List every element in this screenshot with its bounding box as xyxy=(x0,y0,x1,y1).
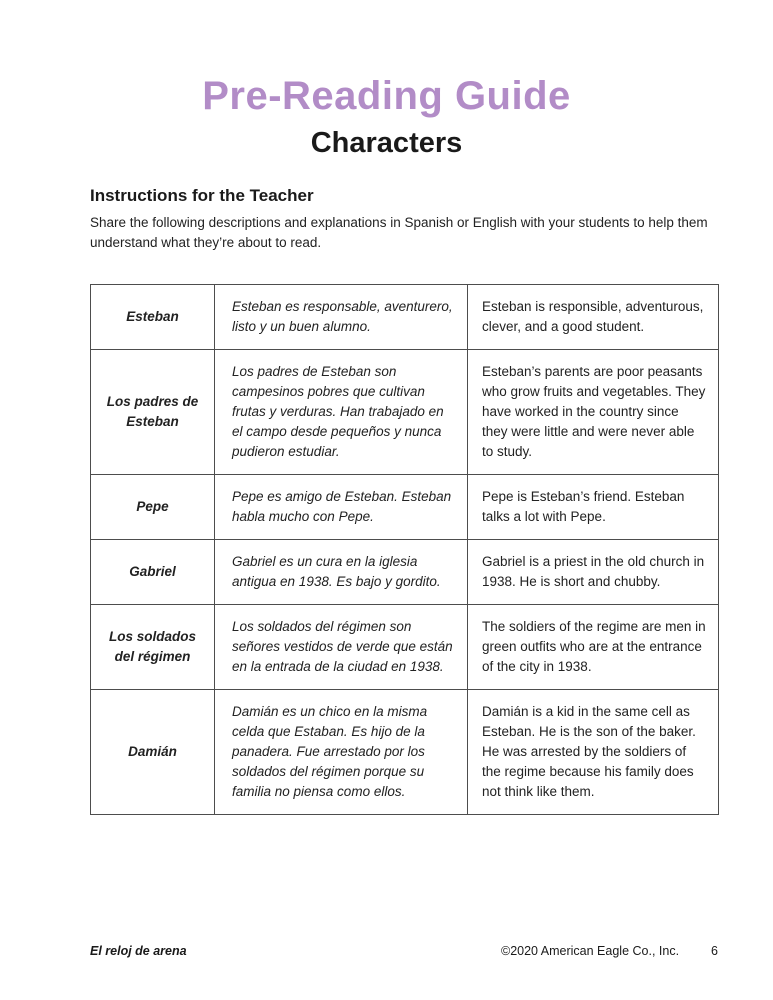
table-row xyxy=(91,285,719,350)
table-row xyxy=(91,475,719,540)
character-name-cell: Gabriel xyxy=(91,540,215,605)
table-row xyxy=(91,690,719,815)
page-header xyxy=(0,74,773,160)
spanish-description-cell: Los padres de Esteban son campesinos pobres que cultivan frutas y verduras. Han trabajado en el campo desde pequeños y nunca pudieron estudiar. xyxy=(215,350,468,475)
english-description-cell: Pepe is Esteban’s friend. Esteban talks a lot with Pepe. xyxy=(468,475,719,540)
character-name-cell: Pepe xyxy=(91,475,215,540)
table-row xyxy=(91,350,719,475)
english-description-cell: Esteban is responsible, adventurous, clever, and a good student. xyxy=(468,285,719,350)
characters-table xyxy=(90,284,719,815)
english-description-cell: The soldiers of the regime are men in green outfits who are at the entrance of the city in 1938. xyxy=(468,605,719,690)
spanish-description-cell: Los soldados del régimen son señores vestidos de verde que están en la entrada de la ciudad en 1938. xyxy=(215,605,468,690)
footer-book-title: El reloj de arena xyxy=(90,944,187,958)
spanish-description-cell: Gabriel es un cura en la iglesia antigua en 1938. Es bajo y gordito. xyxy=(215,540,468,605)
instructions-body: Share the following descriptions and explanations in Spanish or English with your students to help them understand what they’re about to read. xyxy=(90,215,708,250)
table-row xyxy=(91,540,719,605)
footer-copyright: ©2020 American Eagle Co., Inc. xyxy=(500,944,680,958)
page-title: Pre-Reading Guide xyxy=(202,74,571,118)
footer-page-number: 6 xyxy=(711,944,718,958)
page-footer xyxy=(90,944,718,958)
english-description-cell: Esteban’s parents are poor peasants who grow fruits and vegetables. They have worked in the country since they were little and were never able to study. xyxy=(468,350,719,475)
footer-right-group xyxy=(501,944,718,958)
instructions-heading: Instructions for the Teacher xyxy=(90,186,314,205)
spanish-description-cell: Esteban es responsable, aventurero, listo y un buen alumno. xyxy=(215,285,468,350)
table-row xyxy=(91,605,719,690)
character-name-cell: Esteban xyxy=(91,285,215,350)
character-name-cell: Los soldados del régimen xyxy=(91,605,215,690)
spanish-description-cell: Damián es un chico en la misma celda que Estaban. Es hijo de la panadera. Fue arrestado por los soldados del régimen porque su familia no piensa como ellos. xyxy=(215,690,468,815)
character-name-cell: Damián xyxy=(91,690,215,815)
spanish-description-cell: Pepe es amigo de Esteban. Esteban habla mucho con Pepe. xyxy=(215,475,468,540)
page-subtitle: Characters xyxy=(310,127,463,159)
page-content xyxy=(90,186,718,815)
character-name-cell: Los padres de Esteban xyxy=(91,350,215,475)
instructions-section xyxy=(90,186,718,253)
english-description-cell: Damián is a kid in the same cell as Esteban. He is the son of the baker. He was arrested by the soldiers of the regime because his family does not think like them. xyxy=(468,690,719,815)
english-description-cell: Gabriel is a priest in the old church in 1938. He is short and chubby. xyxy=(468,540,719,605)
